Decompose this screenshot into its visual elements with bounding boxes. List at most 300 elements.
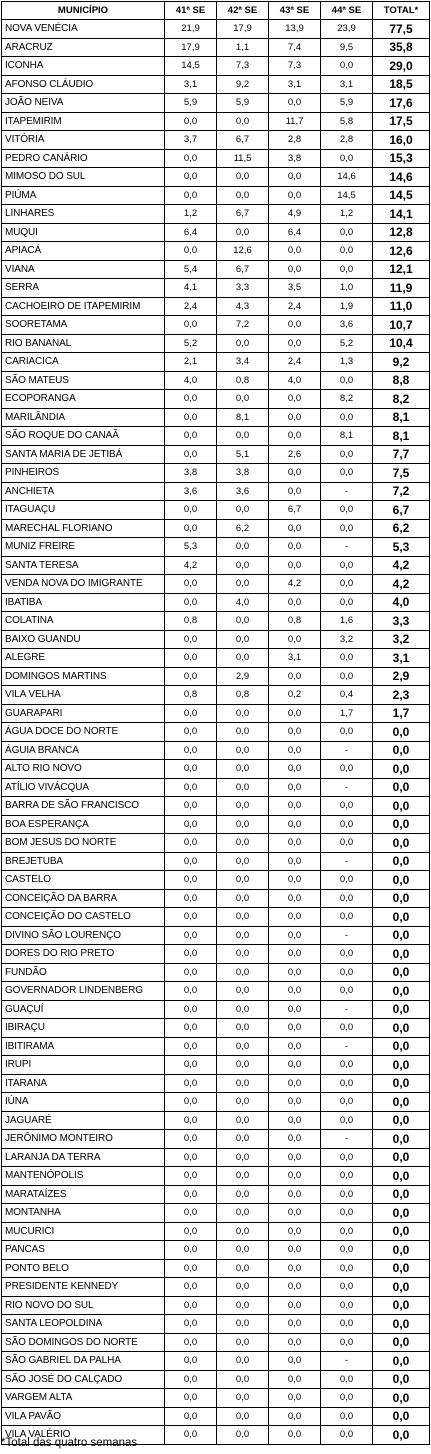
municipio-cell: PINHEIROS [2, 464, 165, 483]
total-cell: 0,0 [373, 1019, 430, 1038]
table-row [2, 667, 430, 686]
week-43-cell: 0,0 [269, 723, 321, 742]
week-42-cell: 3,4 [217, 353, 269, 372]
week-44-cell: 0,0 [321, 1296, 373, 1315]
total-cell: 0,0 [373, 963, 430, 982]
table-row [2, 1204, 430, 1223]
table-header [2, 2, 430, 20]
table-row [2, 371, 430, 390]
total-cell: 8,1 [373, 427, 430, 446]
week-44-cell: 0,0 [321, 445, 373, 464]
total-cell: 0,0 [373, 723, 430, 742]
total-cell: 0,0 [373, 1074, 430, 1093]
municipio-cell: VILA VELHA [2, 686, 165, 705]
municipio-cell: JERÔNIMO MONTEIRO [2, 1130, 165, 1149]
municipio-cell: ANCHIETA [2, 482, 165, 501]
municipio-cell: SÃO MATEUS [2, 371, 165, 390]
total-cell: 6,2 [373, 519, 430, 538]
municipio-cell: BARRA DE SÃO FRANCISCO [2, 797, 165, 816]
municipio-cell: SÃO JOSÉ DO CALÇADO [2, 1370, 165, 1389]
total-cell: 0,0 [373, 778, 430, 797]
municipio-cell: VENDA NOVA DO IMIGRANTE [2, 575, 165, 594]
week-44-cell: - [321, 1352, 373, 1371]
week-43-cell: 7,3 [269, 57, 321, 76]
week-42-cell: 0,0 [217, 704, 269, 723]
total-cell: 0,0 [373, 871, 430, 890]
week-42-cell: 0,0 [217, 1037, 269, 1056]
table-row [2, 741, 430, 760]
week-43-cell: 0,0 [269, 926, 321, 945]
table-row [2, 556, 430, 575]
table-row [2, 390, 430, 409]
week-43-cell: 0,0 [269, 1222, 321, 1241]
week-41-cell: 0,0 [165, 1389, 217, 1408]
table-row [2, 427, 430, 446]
week-41-cell: 0,0 [165, 1000, 217, 1019]
municipio-cell: VILA PAVÃO [2, 1407, 165, 1426]
week-44-cell: 0,0 [321, 57, 373, 76]
total-cell: 3,3 [373, 612, 430, 631]
total-cell: 9,2 [373, 353, 430, 372]
municipio-cell: SOORETAMA [2, 316, 165, 335]
municipio-cell: AFONSO CLÁUDIO [2, 75, 165, 94]
municipio-cell: ALEGRE [2, 649, 165, 668]
week-42-cell: 0,0 [217, 1019, 269, 1038]
week-41-cell: 0,0 [165, 1037, 217, 1056]
municipio-cell: IBITIRAMA [2, 1037, 165, 1056]
municipio-cell: MANTENÓPOLIS [2, 1167, 165, 1186]
table-row [2, 1389, 430, 1408]
total-cell: 8,1 [373, 408, 430, 427]
week-43-cell: 0,0 [269, 1148, 321, 1167]
total-cell: 0,0 [373, 1296, 430, 1315]
municipio-cell: GOVERNADOR LINDENBERG [2, 982, 165, 1001]
week-42-cell: 0,0 [217, 926, 269, 945]
municipio-cell: BOA ESPERANÇA [2, 815, 165, 834]
table-row [2, 223, 430, 242]
week-41-cell: 0,0 [165, 501, 217, 520]
week-41-cell: 0,0 [165, 797, 217, 816]
week-44-cell: 0,0 [321, 1204, 373, 1223]
municipio-cell: VILA VALÉRIO [2, 1426, 165, 1445]
week-43-cell: 0,0 [269, 945, 321, 964]
week-41-cell: 0,0 [165, 1241, 217, 1260]
week-44-cell: 0,0 [321, 1074, 373, 1093]
week-43-cell: 0,0 [269, 741, 321, 760]
week-42-cell: 7,3 [217, 57, 269, 76]
week-43-cell: 2,4 [269, 297, 321, 316]
week-42-cell: 0,0 [217, 908, 269, 927]
week-43-cell: 0,0 [269, 1389, 321, 1408]
header-row [2, 2, 430, 20]
week-41-cell: 0,0 [165, 1296, 217, 1315]
week-44-cell: 1,7 [321, 704, 373, 723]
week-42-cell: 0,0 [217, 1130, 269, 1149]
week-41-cell: 0,0 [165, 242, 217, 261]
total-cell: 5,3 [373, 538, 430, 557]
week-42-cell: 0,0 [217, 612, 269, 631]
header-week-44: 44ª SE [321, 2, 373, 20]
total-cell: 0,0 [373, 1241, 430, 1260]
week-44-cell: 5,8 [321, 112, 373, 131]
week-41-cell: 0,0 [165, 834, 217, 853]
table-row [2, 149, 430, 168]
week-43-cell: 0,0 [269, 390, 321, 409]
municipio-cell: JAGUARÉ [2, 1111, 165, 1130]
total-cell: 77,5 [373, 20, 430, 39]
week-43-cell: 2,8 [269, 131, 321, 150]
table-row [2, 1093, 430, 1112]
week-43-cell: 3,5 [269, 279, 321, 298]
week-41-cell: 0,0 [165, 1407, 217, 1426]
table-row [2, 778, 430, 797]
week-41-cell: 0,0 [165, 168, 217, 187]
week-44-cell: 0,0 [321, 797, 373, 816]
total-cell: 1,7 [373, 704, 430, 723]
week-41-cell: 0,0 [165, 316, 217, 335]
table-row [2, 1111, 430, 1130]
week-41-cell: 0,0 [165, 963, 217, 982]
week-44-cell: 0,0 [321, 760, 373, 779]
week-41-cell: 0,0 [165, 1333, 217, 1352]
municipio-cell: SÃO ROQUE DO CANAÃ [2, 427, 165, 446]
week-41-cell: 0,0 [165, 649, 217, 668]
week-43-cell: 0,0 [269, 186, 321, 205]
week-43-cell: 0,0 [269, 482, 321, 501]
municipio-cell: SERRA [2, 279, 165, 298]
table-row [2, 1370, 430, 1389]
municipio-cell: CARIACICA [2, 353, 165, 372]
week-42-cell: 0,0 [217, 1259, 269, 1278]
week-41-cell: 0,0 [165, 1093, 217, 1112]
week-42-cell: 0,0 [217, 815, 269, 834]
total-cell: 11,9 [373, 279, 430, 298]
week-42-cell: 0,0 [217, 797, 269, 816]
week-41-cell: 0,0 [165, 112, 217, 131]
week-43-cell: 6,4 [269, 223, 321, 242]
week-41-cell: 0,0 [165, 1352, 217, 1371]
municipio-cell: MARILÂNDIA [2, 408, 165, 427]
table-row [2, 834, 430, 853]
week-41-cell: 0,0 [165, 1074, 217, 1093]
table-row [2, 815, 430, 834]
week-42-cell: 0,0 [217, 630, 269, 649]
week-43-cell: 0,0 [269, 1056, 321, 1075]
week-42-cell: 5,1 [217, 445, 269, 464]
week-42-cell: 0,0 [217, 778, 269, 797]
municipio-cell: DIVINO SÃO LOURENÇO [2, 926, 165, 945]
week-43-cell: 0,0 [269, 1204, 321, 1223]
week-42-cell: 0,0 [217, 427, 269, 446]
table-row [2, 1037, 430, 1056]
week-44-cell: 0,0 [321, 1407, 373, 1426]
week-44-cell: 0,0 [321, 963, 373, 982]
week-43-cell: 2,4 [269, 353, 321, 372]
table-row [2, 334, 430, 353]
total-cell: 0,0 [373, 1037, 430, 1056]
week-43-cell: 3,1 [269, 649, 321, 668]
municipio-cell: ECOPORANGA [2, 390, 165, 409]
week-44-cell: 0,0 [321, 593, 373, 612]
total-cell: 10,4 [373, 334, 430, 353]
week-44-cell: 0,0 [321, 371, 373, 390]
week-41-cell: 3,8 [165, 464, 217, 483]
table-row [2, 353, 430, 372]
week-42-cell: 2,9 [217, 667, 269, 686]
week-43-cell: 0,0 [269, 519, 321, 538]
week-43-cell: 0,0 [269, 1111, 321, 1130]
table-row [2, 242, 430, 261]
week-44-cell: 0,0 [321, 908, 373, 927]
week-43-cell: 7,4 [269, 38, 321, 57]
municipio-cell: ICONHA [2, 57, 165, 76]
total-cell: 0,0 [373, 1056, 430, 1075]
total-cell: 0,0 [373, 982, 430, 1001]
week-44-cell: 0,0 [321, 1148, 373, 1167]
week-42-cell: 0,0 [217, 1315, 269, 1334]
table-row [2, 1241, 430, 1260]
week-43-cell: 0,0 [269, 982, 321, 1001]
municipio-cell: SÃO DOMINGOS DO NORTE [2, 1333, 165, 1352]
week-44-cell: 9,5 [321, 38, 373, 57]
week-44-cell: 0,0 [321, 149, 373, 168]
total-cell: 2,3 [373, 686, 430, 705]
week-43-cell: 0,0 [269, 1074, 321, 1093]
week-41-cell: 0,0 [165, 852, 217, 871]
table-row [2, 297, 430, 316]
table-row [2, 982, 430, 1001]
week-42-cell: 9,2 [217, 75, 269, 94]
table-row [2, 408, 430, 427]
week-41-cell: 0,0 [165, 1204, 217, 1223]
week-44-cell: 3,1 [321, 75, 373, 94]
week-42-cell: 8,1 [217, 408, 269, 427]
total-cell: 0,0 [373, 1130, 430, 1149]
week-43-cell: 0,0 [269, 1037, 321, 1056]
week-42-cell: 0,0 [217, 1296, 269, 1315]
total-cell: 3,2 [373, 630, 430, 649]
week-42-cell: 0,0 [217, 390, 269, 409]
week-44-cell: 0,0 [321, 242, 373, 261]
week-44-cell: 0,4 [321, 686, 373, 705]
incidence-table [1, 1, 430, 1445]
week-42-cell: 0,0 [217, 538, 269, 557]
week-41-cell: 0,0 [165, 1019, 217, 1038]
week-42-cell: 0,0 [217, 889, 269, 908]
table-row [2, 1278, 430, 1297]
week-41-cell: 0,0 [165, 630, 217, 649]
week-41-cell: 0,0 [165, 926, 217, 945]
table-row [2, 963, 430, 982]
table-row [2, 464, 430, 483]
table-row [2, 871, 430, 890]
week-44-cell: 0,0 [321, 1315, 373, 1334]
week-43-cell: 0,0 [269, 260, 321, 279]
week-42-cell: 0,0 [217, 1074, 269, 1093]
week-43-cell: 2,6 [269, 445, 321, 464]
table-row [2, 279, 430, 298]
week-44-cell: 0,0 [321, 1222, 373, 1241]
table-row [2, 1167, 430, 1186]
municipio-cell: ITAPEMIRIM [2, 112, 165, 131]
total-cell: 0,0 [373, 1315, 430, 1334]
week-43-cell: 0,0 [269, 334, 321, 353]
municipio-cell: ALTO RIO NOVO [2, 760, 165, 779]
municipio-cell: DORES DO RIO PRETO [2, 945, 165, 964]
table-row [2, 593, 430, 612]
week-42-cell: 0,0 [217, 1370, 269, 1389]
week-42-cell: 0,0 [217, 1333, 269, 1352]
total-cell: 0,0 [373, 908, 430, 927]
week-41-cell: 0,0 [165, 427, 217, 446]
total-cell: 0,0 [373, 815, 430, 834]
week-42-cell: 0,8 [217, 371, 269, 390]
week-42-cell: 0,0 [217, 334, 269, 353]
table-row [2, 482, 430, 501]
municipio-cell: PEDRO CANÁRIO [2, 149, 165, 168]
week-44-cell: 0,0 [321, 649, 373, 668]
week-41-cell: 0,0 [165, 1315, 217, 1334]
week-41-cell: 0,0 [165, 1111, 217, 1130]
table-body [2, 20, 430, 1445]
municipio-cell: NOVA VENÉCIA [2, 20, 165, 39]
week-41-cell: 0,0 [165, 1130, 217, 1149]
week-44-cell: 0,0 [321, 1167, 373, 1186]
week-43-cell: 0,0 [269, 815, 321, 834]
table-row [2, 1074, 430, 1093]
table-row [2, 612, 430, 631]
table-row [2, 575, 430, 594]
week-44-cell: 0,0 [321, 464, 373, 483]
week-42-cell: 7,2 [217, 316, 269, 335]
week-41-cell: 0,0 [165, 408, 217, 427]
table-row [2, 852, 430, 871]
week-43-cell: 3,1 [269, 75, 321, 94]
week-42-cell: 17,9 [217, 20, 269, 39]
week-43-cell: 0,8 [269, 612, 321, 631]
municipio-cell: ARACRUZ [2, 38, 165, 57]
week-42-cell: 0,0 [217, 760, 269, 779]
table-row [2, 131, 430, 150]
week-43-cell: 0,0 [269, 704, 321, 723]
week-42-cell: 0,0 [217, 501, 269, 520]
footnote: *Total das quatro semanas [1, 1437, 138, 1449]
week-42-cell: 0,0 [217, 649, 269, 668]
total-cell: 3,1 [373, 649, 430, 668]
week-43-cell: 0,0 [269, 1278, 321, 1297]
week-43-cell: 0,0 [269, 1019, 321, 1038]
week-42-cell: 0,0 [217, 1000, 269, 1019]
week-42-cell: 0,0 [217, 112, 269, 131]
week-42-cell: 0,0 [217, 1148, 269, 1167]
municipio-cell: BREJETUBA [2, 852, 165, 871]
week-42-cell: 0,8 [217, 686, 269, 705]
week-44-cell: 0,0 [321, 1093, 373, 1112]
week-41-cell: 5,4 [165, 260, 217, 279]
municipio-cell: VITÓRIA [2, 131, 165, 150]
week-42-cell: 5,9 [217, 94, 269, 113]
week-43-cell: 0,0 [269, 593, 321, 612]
week-42-cell: 0,0 [217, 834, 269, 853]
municipio-cell: ÁGUIA BRANCA [2, 741, 165, 760]
week-43-cell: 0,0 [269, 760, 321, 779]
header-week-43: 43ª SE [269, 2, 321, 20]
table-row [2, 889, 430, 908]
week-44-cell: 3,6 [321, 316, 373, 335]
total-cell: 7,2 [373, 482, 430, 501]
total-cell: 12,6 [373, 242, 430, 261]
municipio-cell: IBATIBA [2, 593, 165, 612]
week-44-cell: - [321, 778, 373, 797]
week-43-cell: 0,0 [269, 1241, 321, 1260]
total-cell: 4,0 [373, 593, 430, 612]
week-43-cell: 0,0 [269, 871, 321, 890]
week-42-cell: 0,0 [217, 1278, 269, 1297]
total-cell: 14,6 [373, 168, 430, 187]
total-cell: 0,0 [373, 1093, 430, 1112]
table-row [2, 704, 430, 723]
week-44-cell: 1,2 [321, 205, 373, 224]
table-row [2, 1407, 430, 1426]
table-row [2, 1222, 430, 1241]
week-41-cell: 0,0 [165, 1259, 217, 1278]
week-41-cell: 0,0 [165, 704, 217, 723]
week-44-cell: 1,3 [321, 353, 373, 372]
municipio-cell: JOÃO NEIVA [2, 94, 165, 113]
total-cell: 10,7 [373, 316, 430, 335]
total-cell: 0,0 [373, 1111, 430, 1130]
table-row [2, 168, 430, 187]
total-cell: 6,7 [373, 501, 430, 520]
week-41-cell: 0,8 [165, 612, 217, 631]
week-41-cell: 0,0 [165, 741, 217, 760]
week-44-cell: 0,0 [321, 667, 373, 686]
total-cell: 0,0 [373, 1185, 430, 1204]
total-cell: 0,0 [373, 760, 430, 779]
total-cell: 0,0 [373, 1167, 430, 1186]
week-42-cell: 0,0 [217, 871, 269, 890]
municipio-cell: APIACÁ [2, 242, 165, 261]
table-row [2, 260, 430, 279]
week-43-cell: 0,2 [269, 686, 321, 705]
total-cell: 14,1 [373, 205, 430, 224]
table-row [2, 686, 430, 705]
week-41-cell: 0,0 [165, 149, 217, 168]
week-41-cell: 6,4 [165, 223, 217, 242]
week-44-cell: 0,0 [321, 723, 373, 742]
table-row [2, 75, 430, 94]
week-43-cell: 0,0 [269, 316, 321, 335]
week-41-cell: 0,0 [165, 1278, 217, 1297]
week-42-cell: 0,0 [217, 1407, 269, 1426]
table-row [2, 1000, 430, 1019]
week-41-cell: 0,0 [165, 723, 217, 742]
week-41-cell: 3,6 [165, 482, 217, 501]
municipio-cell: ITARANA [2, 1074, 165, 1093]
week-41-cell: 0,0 [165, 1222, 217, 1241]
table-row [2, 1019, 430, 1038]
total-cell: 12,8 [373, 223, 430, 242]
week-42-cell: 0,0 [217, 723, 269, 742]
week-41-cell: 5,3 [165, 538, 217, 557]
municipio-cell: MONTANHA [2, 1204, 165, 1223]
week-43-cell: 6,7 [269, 501, 321, 520]
week-42-cell: 12,6 [217, 242, 269, 261]
week-43-cell: 0,0 [269, 1130, 321, 1149]
total-cell: 0,0 [373, 1204, 430, 1223]
week-44-cell: 3,2 [321, 630, 373, 649]
week-41-cell: 21,9 [165, 20, 217, 39]
